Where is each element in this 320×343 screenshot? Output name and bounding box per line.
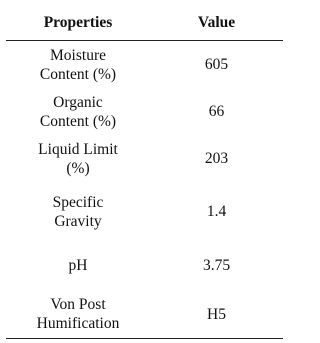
- property-cell: [6, 41, 150, 89]
- property-label-line: Specific: [52, 193, 104, 211]
- property-label-line: Content (%): [39, 112, 117, 130]
- table-row: [6, 183, 283, 241]
- table-header-row: [6, 6, 283, 41]
- property-cell: [6, 89, 150, 135]
- soil-properties-table-container: [6, 6, 283, 339]
- value-cell: 3.75: [202, 257, 231, 274]
- header-value: Value: [150, 6, 283, 41]
- property-cell: [6, 241, 150, 291]
- property-label-line: Liquid Limit: [38, 140, 118, 158]
- property-label-line: Moisture: [50, 46, 106, 64]
- table-row: [6, 241, 283, 291]
- property-label-line: Humification: [36, 315, 120, 333]
- property-label-line: (%): [66, 159, 90, 177]
- value-cell: H5: [150, 291, 283, 339]
- header-properties: Properties: [6, 6, 150, 41]
- value-cell: 66: [208, 103, 225, 120]
- table-row: [6, 291, 283, 339]
- table-row: [6, 41, 283, 89]
- property-label-line: pH: [68, 257, 88, 274]
- property-label-line: Von Post: [50, 296, 106, 314]
- property-cell: [6, 135, 150, 183]
- table-row: [6, 89, 283, 135]
- soil-properties-table: [6, 6, 283, 339]
- value-cell: 605: [204, 56, 229, 74]
- table-row: [6, 135, 283, 183]
- property-cell: [6, 183, 150, 241]
- property-cell: [6, 291, 150, 339]
- value-cell: 1.4: [206, 203, 227, 220]
- property-label-line: Gravity: [54, 212, 102, 230]
- property-label-line: Organic: [53, 93, 103, 111]
- value-cell: 203: [204, 150, 229, 167]
- property-label-line: Content (%): [39, 65, 117, 83]
